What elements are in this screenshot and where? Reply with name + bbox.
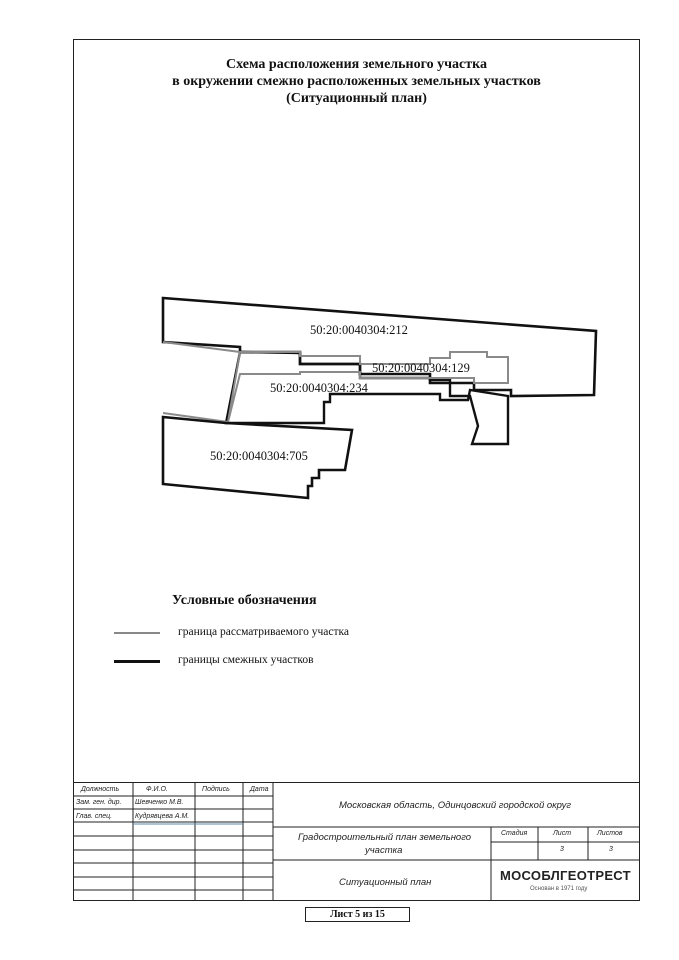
stamp-project-line-1: Градостроительный план земельного: [298, 832, 472, 843]
legend-grey-line: [114, 632, 160, 634]
logo-name: МОСОБЛГЕОТРЕСТ: [500, 868, 631, 883]
parcel-212-boundary: [163, 298, 596, 396]
legend-title: Условные обозначения: [172, 593, 317, 608]
legend-label-adjacent: границы смежных участков: [178, 654, 314, 666]
stamp-row-2-name: Кудрявцева А.М.: [135, 813, 190, 820]
parcel-label-212: 50:20:0040304:212: [310, 323, 408, 337]
sheet-counter: Лист 5 из 15: [305, 907, 410, 922]
stamp-header-signature: Подпись: [202, 786, 230, 793]
title-line-3: (Ситуационный план): [286, 91, 427, 106]
stamp-sheet-label: Лист: [553, 830, 572, 837]
title-line-1: Схема расположения земельного участка: [226, 57, 487, 72]
logo-tagline: Основан в 1971 году: [530, 886, 588, 892]
stamp-row-2-position: Глав. спец.: [76, 813, 113, 820]
stamp-header-date: Дата: [250, 786, 269, 793]
parcel-label-705: 50:20:0040304:705: [210, 449, 308, 463]
stamp-drawing-name: Ситуационный план: [339, 877, 432, 888]
legend-label-considered: граница рассматриваемого участка: [178, 626, 350, 638]
stamp-header-name: Ф.И.О.: [146, 786, 168, 793]
parcel-label-129: 50:20:0040304:129: [372, 361, 470, 375]
company-logo: [500, 868, 635, 898]
stamp-project-line-2: участка: [365, 845, 403, 856]
stamp-row-1-position: Зам. ген. дир.: [76, 799, 122, 806]
title-line-2: в окружении смежно расположенных земельных участков: [172, 74, 541, 89]
stamp-sheet-value: 3: [560, 846, 564, 853]
parcel-label-234: 50:20:0040304:234: [270, 381, 368, 395]
stamp-sheets-value: 3: [609, 846, 613, 853]
stamp-row-1-name: Шевченко М.В.: [135, 799, 184, 806]
legend-black-line: [114, 660, 160, 663]
stamp-location: Московская область, Одинцовский городской округ: [339, 800, 572, 811]
stamp-header-position: Должность: [81, 786, 120, 793]
stamp-sheets-label: Листов: [597, 830, 623, 837]
stamp-stage-label: Стадия: [501, 830, 528, 837]
